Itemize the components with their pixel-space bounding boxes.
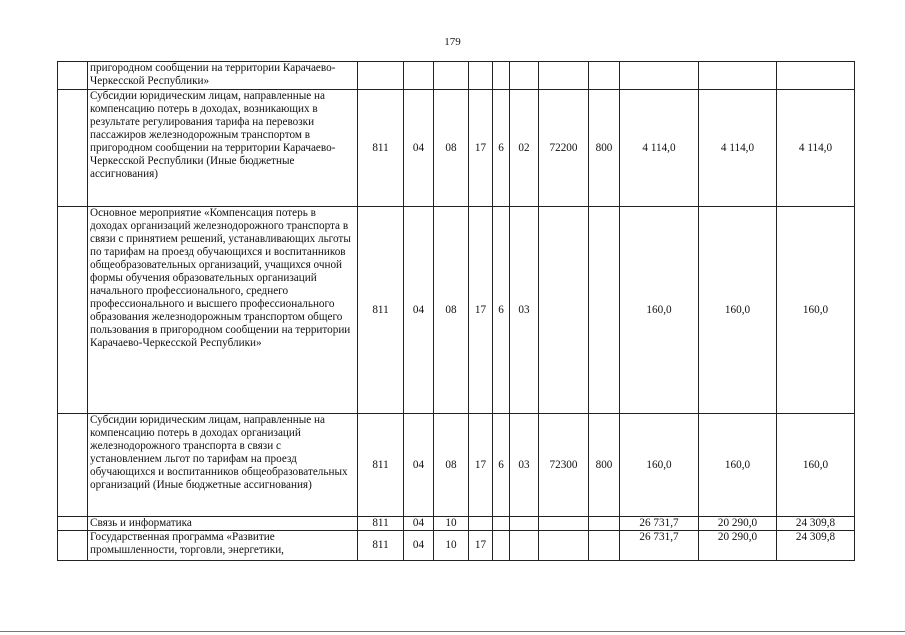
razdel-code: 04: [404, 517, 434, 531]
blank-cell: [58, 517, 88, 531]
blank-cell: [58, 62, 88, 90]
amount-year-2: 160,0: [699, 414, 777, 517]
table-row: [58, 90, 855, 207]
razdel-code: 04: [404, 414, 434, 517]
amount-year-3: 24 309,8: [777, 517, 855, 531]
amount-year-2: 20 290,0: [699, 531, 777, 561]
row-name: Связь и информатика: [88, 517, 358, 531]
scan-artifact-line: [0, 631, 905, 632]
direction-code: 72300: [539, 414, 589, 517]
program-code: 17: [469, 531, 493, 561]
razdel-code: [404, 62, 434, 90]
table-row: [58, 207, 855, 414]
blank-cell: [58, 531, 88, 561]
razdel-code: 04: [404, 207, 434, 414]
razdel-code: 04: [404, 531, 434, 561]
podrazdel-code: 08: [434, 90, 469, 207]
expense-type-code: 800: [589, 414, 620, 517]
podrazdel-code: [434, 62, 469, 90]
event-code: [510, 531, 539, 561]
amount-year-3: 24 309,8: [777, 531, 855, 561]
program-code: [469, 517, 493, 531]
amount-year-3: 160,0: [777, 207, 855, 414]
amount-year-1: 26 731,7: [620, 531, 699, 561]
direction-code: [539, 531, 589, 561]
event-code: 03: [510, 207, 539, 414]
expense-type-code: 800: [589, 90, 620, 207]
subprogram-code: 6: [493, 207, 510, 414]
table-row: [58, 517, 855, 531]
page-number: 179: [444, 36, 461, 48]
expense-type-code: [589, 62, 620, 90]
subprogram-code: [493, 62, 510, 90]
subprogram-code: [493, 517, 510, 531]
amount-year-3: [777, 62, 855, 90]
expense-type-code: [589, 517, 620, 531]
amount-year-3: 4 114,0: [777, 90, 855, 207]
table-row: [58, 531, 855, 561]
podrazdel-code: 08: [434, 414, 469, 517]
amount-year-1: 160,0: [620, 414, 699, 517]
program-code: [469, 62, 493, 90]
row-name: пригородном сообщении на территории Карачаево-Черкесской Республики»: [88, 62, 358, 90]
subprogram-code: 6: [493, 414, 510, 517]
amount-year-2: 160,0: [699, 207, 777, 414]
razdel-code: 04: [404, 90, 434, 207]
direction-code: [539, 62, 589, 90]
gr-code: 811: [358, 90, 404, 207]
direction-code: [539, 207, 589, 414]
amount-year-1: 26 731,7: [620, 517, 699, 531]
program-code: 17: [469, 90, 493, 207]
amount-year-3: 160,0: [777, 414, 855, 517]
expense-type-code: [589, 531, 620, 561]
row-name: Основное мероприятие «Компенсация потерь в доходах организаций железнодорожного транспорта в связи с принятием решений, устанавливающих льготы по тарифам на проезд обучающихся и воспитанников общеобразовательных организаций, учащихся очной формы обучения образовательных организаций начального профессионального, среднего профессионального и высшего профессионального образования железнодорожным транспортом общего пользования в пригородном сообщении на территории Карачаево-Черкесской Республики»: [88, 207, 358, 414]
event-code: [510, 517, 539, 531]
blank-cell: [58, 414, 88, 517]
amount-year-1: 4 114,0: [620, 90, 699, 207]
program-code: 17: [469, 414, 493, 517]
blank-cell: [58, 90, 88, 207]
program-code: 17: [469, 207, 493, 414]
event-code: [510, 62, 539, 90]
direction-code: [539, 517, 589, 531]
amount-year-1: 160,0: [620, 207, 699, 414]
podrazdel-code: 10: [434, 531, 469, 561]
row-name: Субсидии юридическим лицам, направленные на компенсацию потерь в доходах организаций железнодорожного транспорта в связи с установлением льгот по тарифам на проезд обучающихся и воспитанников общеобразовательных организаций (Иные бюджетные ассигнования): [88, 414, 358, 517]
row-name: Субсидии юридическим лицам, направленные на компенсацию потерь в доходах, возникающих в результате регулирования тарифа на перевозки пассажиров железнодорожным транспортом в пригородном сообщении на территории Карачаево-Черкесской Республики (Иные бюджетные ассигнования): [88, 90, 358, 207]
gr-code: 811: [358, 414, 404, 517]
gr-code: 811: [358, 207, 404, 414]
gr-code: 811: [358, 517, 404, 531]
subprogram-code: [493, 531, 510, 561]
row-name: Государственная программа «Развитие промышленности, торговли, энергетики,: [88, 531, 358, 561]
podrazdel-code: 08: [434, 207, 469, 414]
gr-code: [358, 62, 404, 90]
amount-year-2: [699, 62, 777, 90]
blank-cell: [58, 207, 88, 414]
amount-year-2: 4 114,0: [699, 90, 777, 207]
gr-code: 811: [358, 531, 404, 561]
table-row: [58, 414, 855, 517]
amount-year-1: [620, 62, 699, 90]
podrazdel-code: 10: [434, 517, 469, 531]
table-row: [58, 62, 855, 90]
expense-type-code: [589, 207, 620, 414]
direction-code: 72200: [539, 90, 589, 207]
amount-year-2: 20 290,0: [699, 517, 777, 531]
budget-table: [57, 61, 855, 561]
event-code: 02: [510, 90, 539, 207]
subprogram-code: 6: [493, 90, 510, 207]
event-code: 03: [510, 414, 539, 517]
